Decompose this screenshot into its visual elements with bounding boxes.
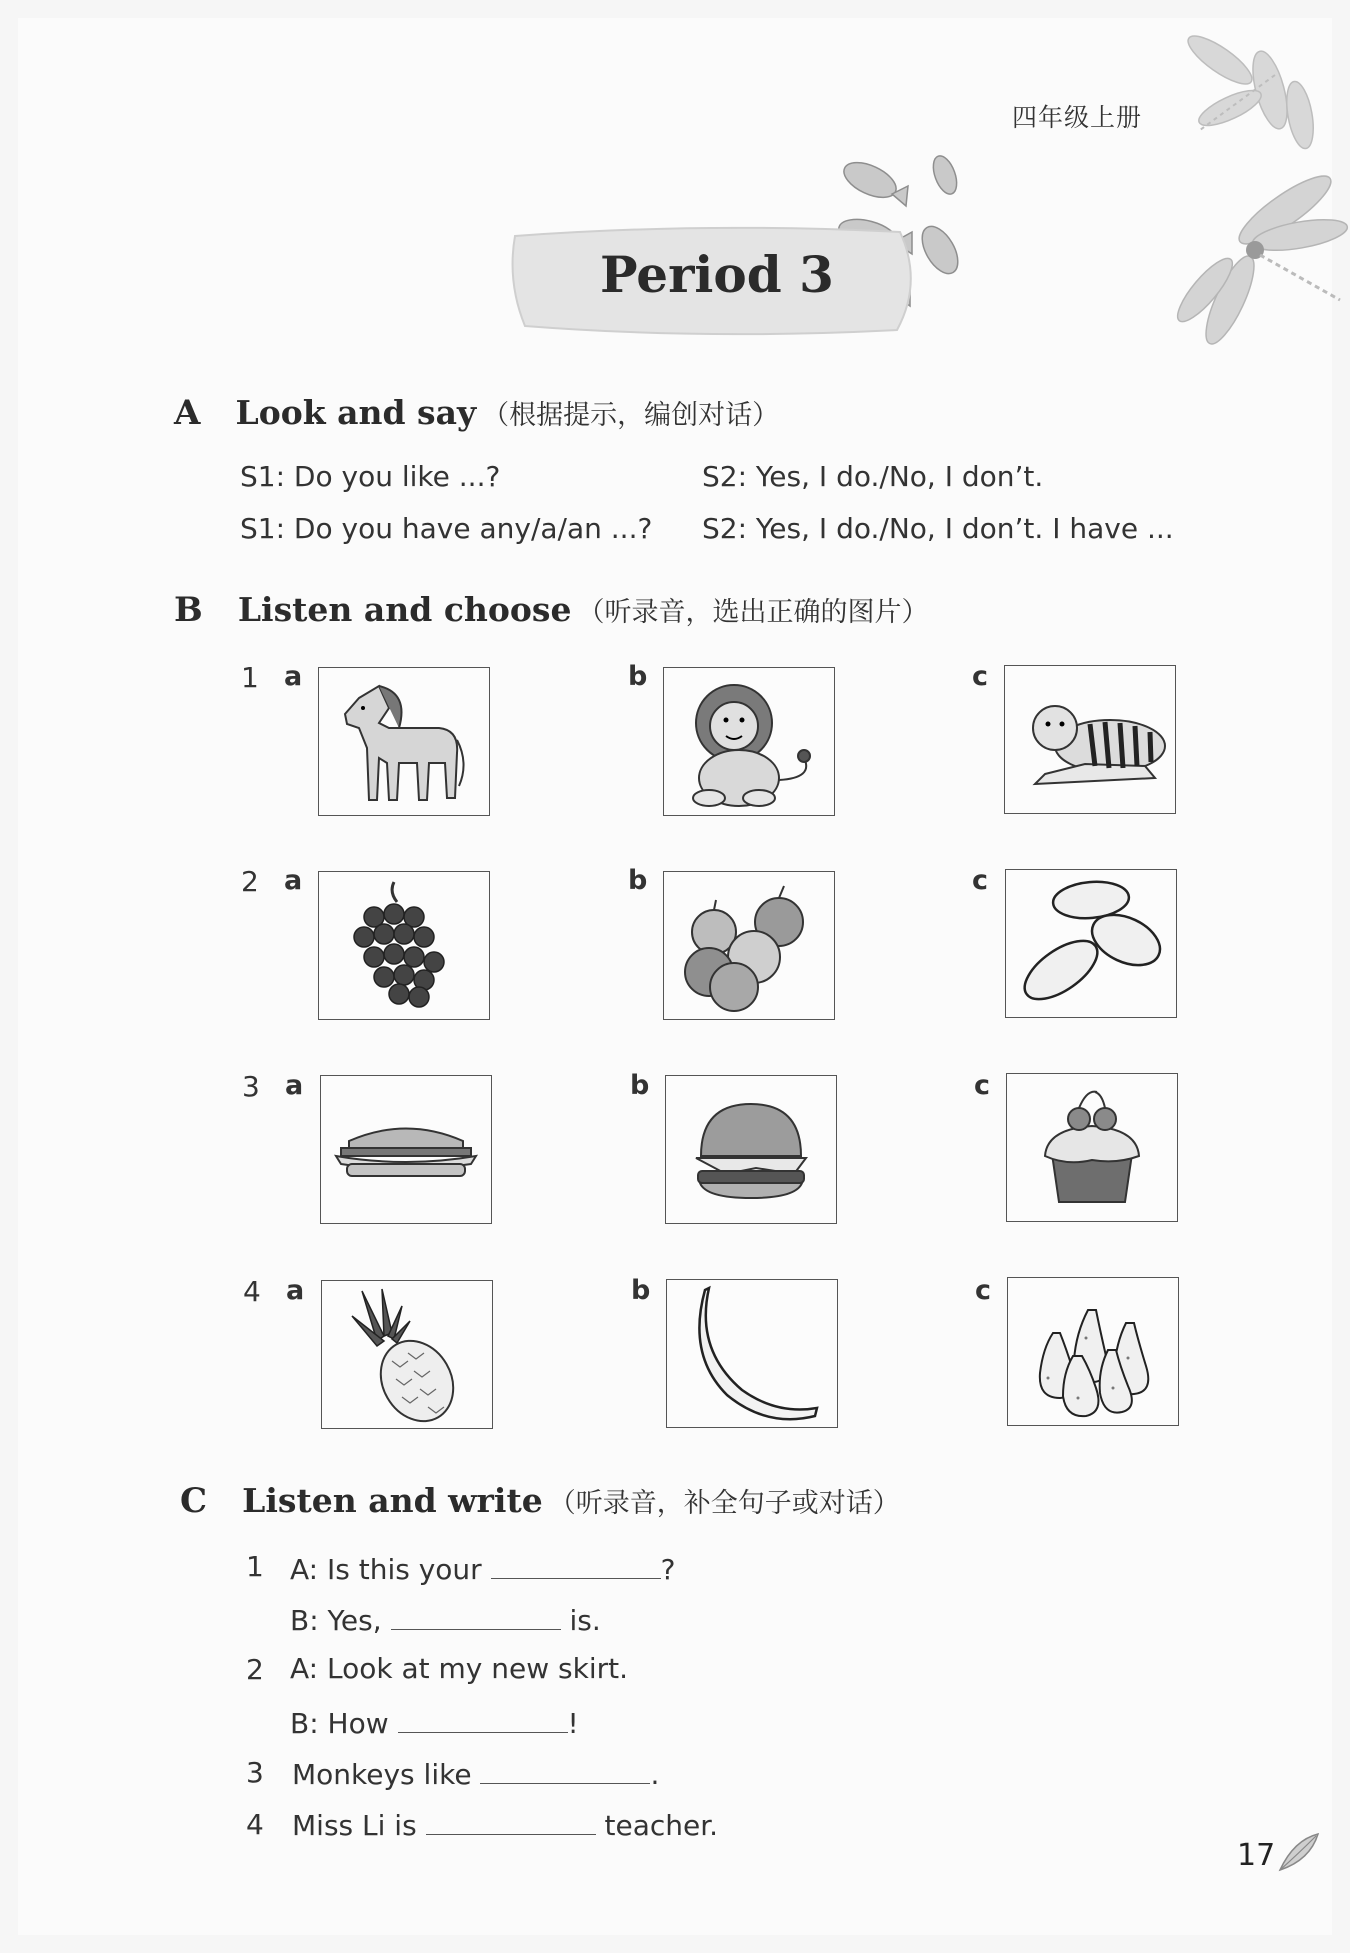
lion-icon (664, 668, 834, 815)
question-number: 4 (243, 1275, 261, 1308)
mangoes-icon (1006, 870, 1176, 1017)
fill-in-line (292, 1806, 718, 1842)
section-c-title: Listen and write (242, 1481, 543, 1520)
sentence-text: . (650, 1758, 660, 1791)
answer-blank[interactable] (491, 1550, 661, 1579)
tiger-icon (1005, 666, 1175, 813)
sentence-text: B: Yes, (290, 1604, 382, 1637)
option-picture-pears[interactable] (1007, 1277, 1179, 1426)
sentence-text: ! (567, 1707, 579, 1740)
option-picture-banana[interactable] (666, 1279, 838, 1428)
option-label: b (628, 865, 648, 896)
answer-blank[interactable] (398, 1704, 568, 1733)
pineapple-icon (322, 1281, 492, 1428)
banana-icon (667, 1280, 837, 1427)
item-number: 1 (246, 1550, 264, 1583)
option-picture-apples[interactable] (663, 871, 835, 1020)
section-b-title: Listen and choose (237, 590, 572, 629)
section-b-note: （听录音，选出正确的图片） (577, 597, 929, 628)
sentence-text: is. (569, 1604, 601, 1637)
dragonfly-decoration (1150, 20, 1350, 360)
dialogue-line: S1: Do you like ...? (240, 460, 501, 493)
answer-blank[interactable] (391, 1601, 561, 1630)
page-title: Period 3 (600, 245, 834, 304)
sentence-text: ? (660, 1553, 676, 1586)
option-picture-horse[interactable] (318, 667, 490, 816)
sentence-text: A: Look at my new skirt. (290, 1652, 629, 1685)
option-label: b (628, 661, 648, 692)
sentence-text: B: How (290, 1707, 389, 1740)
section-c-heading (180, 1481, 900, 1521)
section-c-note: （听录音，补全句子或对话） (548, 1488, 900, 1519)
sentence-text: Monkeys like (292, 1758, 472, 1791)
option-label: c (974, 1070, 991, 1101)
pears-icon (1008, 1278, 1178, 1425)
sentence-text: Miss Li is (292, 1809, 417, 1842)
sentence-text: A: Is this your (290, 1553, 482, 1586)
question-number: 1 (241, 661, 259, 694)
section-a-heading (174, 393, 779, 433)
section-b-heading (174, 590, 929, 630)
option-label: a (284, 865, 303, 896)
section-b-letter: B (174, 590, 203, 630)
leaf-icon (1276, 1830, 1322, 1874)
option-label: b (631, 1275, 651, 1306)
option-label: a (285, 1070, 304, 1101)
hamburger-icon (666, 1076, 836, 1223)
option-label: c (972, 865, 989, 896)
option-picture-hamburger[interactable] (665, 1075, 837, 1224)
sandwich-icon (321, 1076, 491, 1223)
item-number: 4 (246, 1808, 264, 1841)
apples-icon (664, 872, 834, 1019)
option-picture-sandwich[interactable] (320, 1075, 492, 1224)
grapes-icon (319, 872, 489, 1019)
option-picture-grapes[interactable] (318, 871, 490, 1020)
horse-icon (319, 668, 489, 815)
section-c-letter: C (180, 1481, 208, 1521)
option-label: c (975, 1275, 992, 1306)
option-label: a (284, 661, 303, 692)
section-a-letter: A (174, 393, 201, 433)
dialogue-line: S1: Do you have any/a/an ...? (240, 512, 653, 545)
section-a-note: （根据提示，编创对话） (482, 400, 780, 431)
page-number: 17 (1237, 1838, 1276, 1873)
option-label: c (972, 661, 989, 692)
option-picture-tiger[interactable] (1004, 665, 1176, 814)
option-picture-mangoes[interactable] (1005, 869, 1177, 1018)
fill-in-line (290, 1550, 675, 1586)
sentence-text: teacher. (604, 1809, 719, 1842)
option-label: a (286, 1275, 305, 1306)
fill-in-line (292, 1755, 659, 1791)
option-picture-lion[interactable] (663, 667, 835, 816)
dialogue-line: S2: Yes, I do./No, I don’t. (702, 460, 1044, 493)
question-number: 2 (241, 865, 259, 898)
dialogue-line: S2: Yes, I do./No, I don’t. I have ... (702, 512, 1174, 545)
option-picture-cake[interactable] (1006, 1073, 1178, 1222)
grade-label: 四年级上册 (1012, 103, 1143, 132)
answer-blank[interactable] (480, 1755, 650, 1784)
fill-in-line (290, 1601, 601, 1637)
section-a-title: Look and say (235, 393, 477, 432)
item-number: 3 (246, 1756, 264, 1789)
answer-blank[interactable] (426, 1806, 596, 1835)
item-number: 2 (246, 1653, 264, 1686)
cake-icon (1007, 1074, 1177, 1221)
option-label: b (630, 1070, 650, 1101)
fill-in-line (290, 1704, 579, 1740)
option-picture-pineapple[interactable] (321, 1280, 493, 1429)
question-number: 3 (242, 1070, 260, 1103)
